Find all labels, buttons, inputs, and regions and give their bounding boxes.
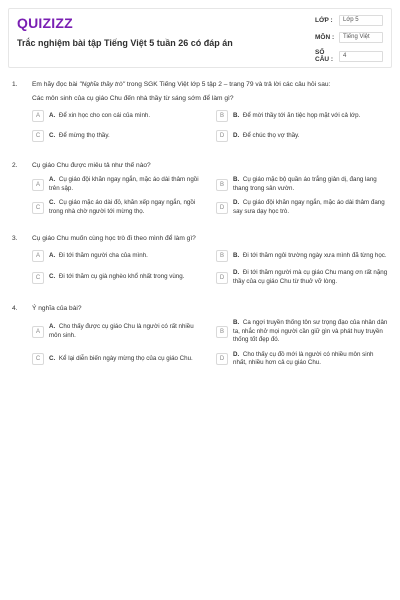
question-header: [12, 80, 388, 89]
option-label: Ca ngợi truyền thống tôn sư trọng đạo của nhân dân ta, nhắc nhở mọi người cần giữ gìn và phát huy truyền thống tốt đẹp đó.: [233, 319, 388, 343]
option-label: Để chúc thọ vợ thầy.: [242, 131, 300, 139]
option-label: Cụ giáo đội khăn ngay ngắn, mặc áo dài thâm ngồi trên sập.: [49, 176, 199, 192]
option-d[interactable]: [216, 199, 388, 216]
question-text: Cụ giáo Chu được miêu tả như thế nào?: [32, 162, 151, 169]
option-letter-box: B: [216, 179, 228, 191]
option-c[interactable]: [32, 129, 204, 143]
option-b[interactable]: [216, 249, 388, 263]
meta-row-class: [315, 15, 383, 26]
option-a[interactable]: [32, 249, 204, 263]
question-2: [12, 161, 388, 216]
option-letter-box: D: [216, 353, 228, 365]
option-key: D.: [233, 350, 240, 358]
option-key: B.: [233, 251, 240, 259]
question-text-part: trong SGK Tiếng Việt lớp 5 tập 2 – trang 79 và trả lời các câu hỏi sau:: [125, 81, 331, 88]
option-label: Để mời thầy tới ăn tiệc họp mặt với cả lớp.: [242, 111, 361, 119]
option-text: [233, 252, 387, 261]
option-c[interactable]: [32, 199, 204, 216]
option-letter-box: C: [32, 130, 44, 142]
options-grid: [32, 109, 388, 143]
option-key: D.: [233, 269, 240, 276]
worksheet-meta: [315, 15, 383, 69]
worksheet-header: [8, 8, 392, 68]
question-header: [12, 304, 388, 313]
meta-value: Lớp 5: [339, 15, 383, 26]
meta-value: Tiếng Việt: [339, 32, 383, 43]
meta-label: SỐ CÂU :: [315, 49, 334, 63]
options-grid: [32, 176, 388, 216]
option-b[interactable]: [216, 319, 388, 345]
option-a[interactable]: [32, 109, 204, 123]
question-4: [12, 304, 388, 368]
option-d[interactable]: [216, 129, 388, 143]
option-letter-box: A: [32, 110, 44, 122]
option-key: C.: [49, 354, 56, 362]
option-letter-box: D: [216, 272, 228, 284]
question-number: 3.: [12, 235, 18, 242]
option-label: Đi tới thăm ngôi trường ngày xưa mình đã từng học.: [242, 251, 387, 259]
option-key: B.: [233, 319, 240, 326]
option-text: [49, 112, 150, 121]
option-key: D.: [233, 199, 240, 206]
options-grid: [32, 249, 388, 286]
option-label: Cụ giáo đội khăn ngay ngắn, mặc áo dài thâm đang say sưa dạy học trò.: [233, 199, 385, 215]
option-label: Cho thấy được cụ giáo Chu là người có rất nhiều môn sinh.: [49, 323, 194, 339]
option-key: C.: [49, 131, 56, 139]
option-letter-box: B: [216, 250, 228, 262]
meta-label: LỚP :: [315, 17, 333, 24]
option-text: [49, 132, 110, 141]
question-text: Ý nghĩa của bài?: [32, 305, 82, 312]
option-text: [233, 269, 388, 286]
option-label: Kể lại diễn biến ngày mừng thọ của cụ giáo Chu.: [58, 354, 193, 362]
question-subtext: Các môn sinh của cụ giáo Chu đến nhà thầy từ sáng sớm để làm gì?: [32, 95, 234, 102]
option-letter-box: D: [216, 202, 228, 214]
option-text: [49, 323, 204, 340]
option-key: B.: [233, 111, 240, 119]
option-letter-box: D: [216, 130, 228, 142]
option-key: A.: [49, 176, 56, 183]
question-number: 2.: [12, 162, 18, 169]
option-key: A.: [49, 323, 56, 331]
meta-value: 4: [339, 51, 383, 62]
option-d[interactable]: [216, 351, 388, 368]
option-letter-box: C: [32, 353, 44, 365]
option-text: [233, 351, 388, 368]
option-key: B.: [233, 176, 240, 183]
option-text: [233, 176, 388, 193]
option-key: D.: [233, 131, 240, 139]
question-header: [12, 161, 388, 170]
option-text: [233, 132, 300, 141]
option-label: Cho thấy cụ đồ mới là người có nhiều môn sinh nhất, nhiều hơn cả cụ giáo Chu.: [233, 350, 374, 366]
option-letter-box: A: [32, 326, 44, 338]
option-label: Đi tới thăm người cha của mình.: [58, 251, 148, 259]
option-label: Để mừng thọ thầy.: [58, 131, 110, 139]
option-text: [49, 273, 184, 282]
option-label: Đi tới thăm cụ già nghèo khổ nhất trong vùng.: [58, 273, 185, 281]
question-list: [12, 80, 388, 368]
question-text: Cụ giáo Chu muốn cùng học trò đi theo mình để làm gì?: [32, 235, 196, 242]
question-number: 4.: [12, 305, 18, 312]
question-text-italic: "Nghĩa thầy trò": [79, 81, 126, 88]
option-label: Để xin học cho con cái của mình.: [58, 111, 151, 119]
option-key: C.: [49, 199, 56, 206]
options-grid: [32, 319, 388, 368]
question-header: [12, 234, 388, 243]
meta-row-subject: [315, 32, 383, 43]
option-letter-box: A: [32, 179, 44, 191]
option-letter-box: C: [32, 202, 44, 214]
option-b[interactable]: [216, 176, 388, 193]
option-letter-box: A: [32, 250, 44, 262]
option-key: A.: [49, 251, 56, 259]
question-text-part: Em hãy đọc bài: [32, 81, 80, 88]
option-label: Cụ giáo mặc bộ quần áo trắng giản dị, đang lang thang trong sân vườn.: [233, 176, 377, 192]
option-b[interactable]: [216, 109, 388, 123]
option-text: [49, 176, 204, 193]
option-letter-box: B: [216, 110, 228, 122]
option-letter-box: B: [216, 326, 228, 338]
option-c[interactable]: [32, 351, 204, 368]
question-number: 1.: [12, 81, 18, 88]
option-label: Đi tới thăm người mà cụ giáo Chu mang ơn rất nặng thầy của cụ giáo Chu từ thuở vỡ lòng.: [233, 269, 388, 285]
option-text: [233, 199, 388, 216]
option-text: [49, 355, 193, 364]
question-3: [12, 234, 388, 286]
option-d[interactable]: [216, 269, 388, 286]
question-1: [12, 80, 388, 143]
option-c[interactable]: [32, 269, 204, 286]
option-text: [49, 252, 148, 261]
option-a[interactable]: [32, 176, 204, 193]
option-letter-box: C: [32, 272, 44, 284]
worksheet-title: Trắc nghiệm bài tập Tiếng Việt 5 tuần 26 có đáp án: [17, 38, 233, 48]
meta-row-count: [315, 49, 383, 63]
quizizz-logo: QUIZIZZ: [17, 15, 73, 31]
option-text: [49, 199, 204, 216]
option-text: [233, 112, 360, 121]
question-text: [32, 80, 388, 89]
option-a[interactable]: [32, 319, 204, 345]
option-label: Cụ giáo mặc áo dài đỏ, khăn xếp ngay ngắn, ngồi trong nhà chờ người tới mừng thọ.: [49, 199, 196, 215]
option-text: [233, 319, 388, 345]
option-key: C.: [49, 273, 56, 281]
option-key: A.: [49, 111, 56, 119]
meta-label: MÔN :: [315, 34, 335, 41]
